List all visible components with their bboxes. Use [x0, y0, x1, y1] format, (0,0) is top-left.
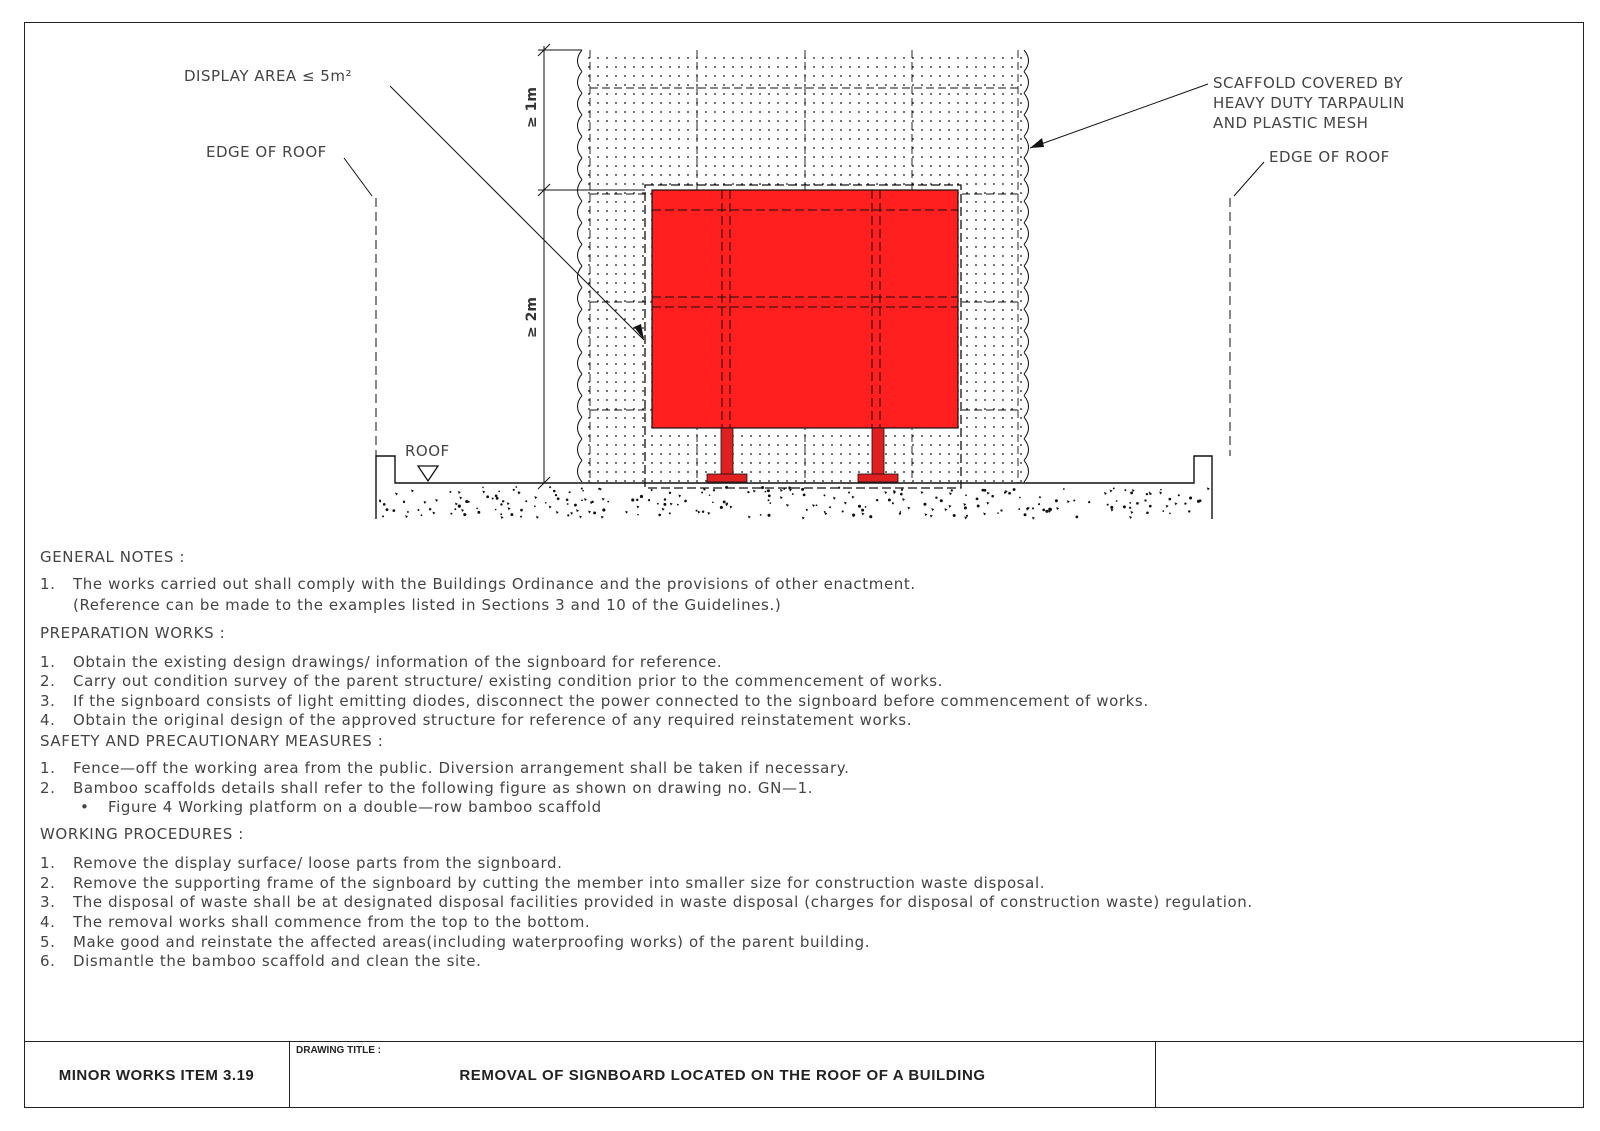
scaffold-label-line1: SCAFFOLD COVERED BY	[1213, 74, 1404, 92]
general-note-continuation: (Reference can be made to the examples listed in Sections 3 and 10 of the Guidelines.)	[73, 595, 782, 614]
preparation-item: 2. Carry out condition survey of the parent structure/ existing condition prior to the commencement of works.	[40, 672, 944, 691]
drawing-title-caption: DRAWING TITLE :	[296, 1045, 381, 1056]
scaffold-label-line3: AND PLASTIC MESH	[1213, 114, 1369, 132]
safety-measures-title: SAFETY AND PRECAUTIONARY MEASURES :	[40, 731, 384, 750]
procedure-item: 6. Dismantle the bamboo scaffold and clean the site.	[40, 952, 482, 971]
procedure-item: 4. The removal works shall commence from the top to the bottom.	[40, 912, 591, 931]
title-block-blank-cell	[1156, 1042, 1583, 1108]
drawing-title: REMOVAL OF SIGNBOARD LOCATED ON THE ROOF OF A BUILDING	[459, 1067, 986, 1084]
procedure-item: 2. Remove the supporting frame of the signboard by cutting the member into smaller size for construction waste disposal.	[40, 873, 1046, 892]
preparation-item: 3. If the signboard consists of light emitting diodes, disconnect the power connected to the signboard before commencement of works.	[40, 691, 1149, 710]
preparation-item: 1. Obtain the existing design drawings/ information of the signboard for reference.	[40, 652, 723, 671]
procedure-item: 3. The disposal of waste shall be at designated disposal facilities provided in waste disposal (charges for disposal of construction waste) regulation.	[40, 893, 1253, 912]
title-block	[24, 1041, 1584, 1108]
signboard-post-left	[721, 428, 733, 475]
preparation-works-title: PREPARATION WORKS :	[40, 623, 226, 642]
base-plate-right	[858, 474, 898, 482]
general-note-item: 1. The works carried out shall comply with the Buildings Ordinance and the provisions of other enactment.	[40, 575, 916, 593]
dimension-main: ≥ 2m	[524, 297, 540, 338]
roof-label: ROOF	[405, 442, 450, 460]
working-procedures-title: WORKING PROCEDURES :	[40, 825, 244, 844]
signboard-post-right	[872, 428, 884, 475]
edge-of-roof-label-right: EDGE OF ROOF	[1269, 148, 1390, 166]
signboard-elevation-drawing	[0, 0, 1600, 540]
edge-of-roof-label-left: EDGE OF ROOF	[206, 143, 327, 161]
scaffold-label-line2: HEAVY DUTY TARPAULIN	[1213, 94, 1405, 112]
safety-item: 2. Bamboo scaffolds details shall refer to the following figure as shown on drawing no. GN—1.	[40, 778, 814, 797]
minor-works-item: MINOR WORKS ITEM 3.19	[24, 1042, 290, 1108]
drawing-title-cell	[290, 1042, 1156, 1108]
base-plate-left	[707, 474, 747, 482]
safety-bullet: • Figure 4 Working platform on a double—row bamboo scaffold	[80, 798, 602, 817]
display-area-label: DISPLAY AREA ≤ 5m²	[184, 67, 352, 85]
preparation-item: 4. Obtain the original design of the approved structure for reference of any required reinstatement works.	[40, 711, 913, 730]
dimension-top: ≥ 1m	[524, 87, 540, 128]
procedure-item: 5. Make good and reinstate the affected areas(including waterproofing works) of the parent building.	[40, 932, 871, 951]
roof-level-marker	[418, 466, 438, 481]
general-notes-title: GENERAL NOTES :	[40, 548, 186, 566]
safety-item: 1. Fence—off the working area from the public. Diversion arrangement shall be taken if necessary.	[40, 758, 850, 777]
procedure-item: 1. Remove the display surface/ loose parts from the signboard.	[40, 854, 563, 873]
notes-section	[40, 547, 1560, 972]
